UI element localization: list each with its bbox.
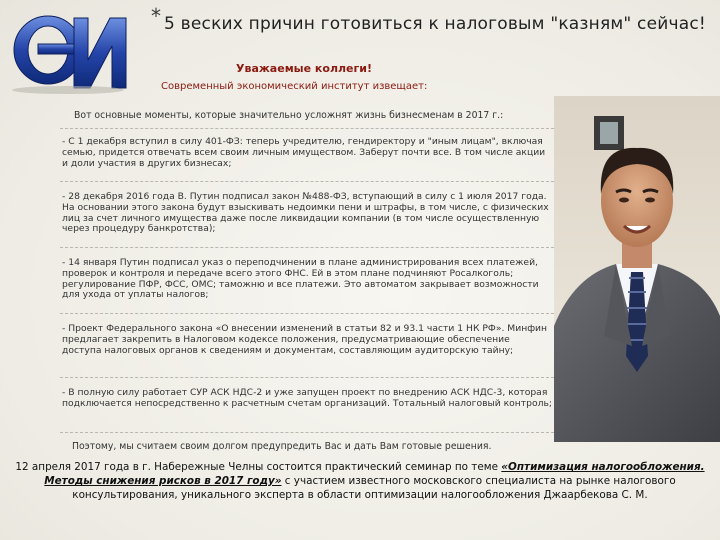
seminar-date: 12 апреля 2017 года <box>15 461 130 473</box>
seminar-topic: «Оптимизация налогообложения. Методы снижения рисков в 2017 году» <box>44 461 705 487</box>
greeting: Уважаемые коллеги! <box>236 62 372 75</box>
seminar-announcement <box>8 460 712 502</box>
reason-1: - С 1 декабря вступил в силу 401-ФЗ: теперь учредителю, гендиректору и "иным лицам", включая семью, придется отвечать всем своим личным имуществом. Заберут почти все. В том числе акции и доли участия в других бизнесах; <box>62 136 546 169</box>
page-title: 5 веских причин готовиться к налоговым "казням" сейчас! <box>164 14 706 34</box>
reason-2: - 28 декабря 2016 года В. Путин подписал закон №488-ФЗ, вступающий в силу с 1 июля 2017 года. На основании этого закона будут взыскивать недоимки пени и штрафы, в том числе, с физических лиц за счет личного имущества даже после ликвидации компании (в том числе осуществленную через процедуру банкротства); <box>62 191 549 235</box>
divider <box>60 377 554 378</box>
institute-line: Современный экономический институт извещает: <box>161 81 428 92</box>
title-asterisk: * <box>151 4 161 28</box>
divider <box>60 181 554 182</box>
divider <box>60 128 554 129</box>
intro-text: Вот основные моменты, которые значительно усложнят жизнь бизнесменам в 2017 г.: <box>74 110 504 121</box>
reason-4: - Проект Федерального закона «О внесении изменений в статьи 82 и 93.1 части 1 НК РФ». Минфин предлагает закрепить в Налоговом кодексе положения, предусматривающие обеспечение доступа налоговых органов к сведениям и документам, составляющим аудиторскую тайну; <box>62 323 548 356</box>
seminar-text-1: в г. Набережные Челны состоится практический семинар по теме <box>129 461 502 473</box>
reason-3: - 14 января Путин подписал указ о переподчинении в плане администрирования всех платежей, проверок и контроля и передаче всего этого ФНС. Ей в этом плане подчиняют Росалкоголь; регулирование ПФР, ФСС, ОМС; таможню и все платежи. Это автоматом закрывает возможности для ухода от уплаты налогов; <box>62 257 539 301</box>
divider <box>60 313 554 314</box>
reason-5: - В полную силу работает СУР АСК НДС-2 и уже запущен проект по внедрению АСК НДС-3, которая подключается непосредственно к расчетным счетам организаций. Тотальный налоговый контроль; <box>62 387 552 409</box>
seminar-text-2: с участием известного московского специалиста на рынке налогового консультирования, уникального эксперта в области оптимизации налогообложения <box>72 475 676 501</box>
divider <box>60 432 554 433</box>
divider <box>60 247 554 248</box>
speaker-photo <box>554 96 720 442</box>
seminar-expert: Джаарбекова С. М. <box>543 489 648 501</box>
conclusion-text: Поэтому, мы считаем своим долгом предупредить Вас и дать Вам готовые решения. <box>72 441 492 452</box>
institute-logo <box>4 4 132 96</box>
